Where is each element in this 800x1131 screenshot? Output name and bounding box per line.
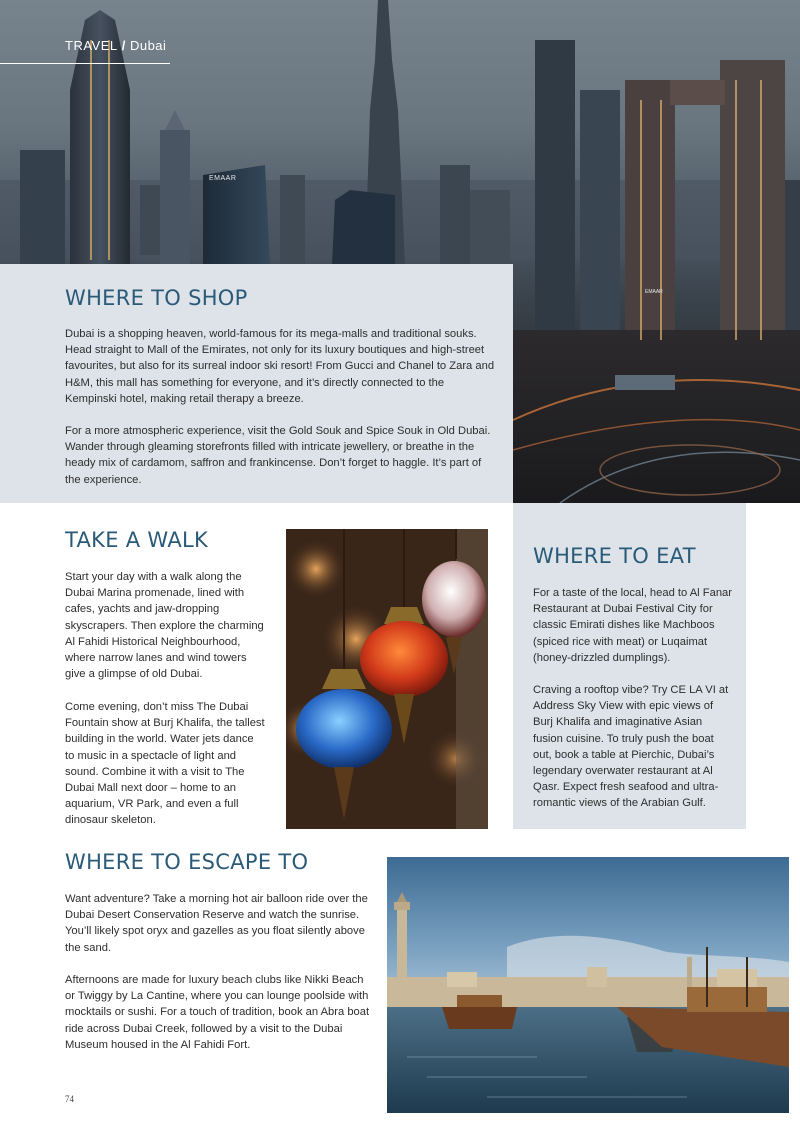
shop-paragraph-2: For a more atmospheric experience, visit the Gold Souk and Spice Souk in Old Dubai. Wander through gleaming storefronts filled with intricate jewellery, or breathe in the heady mix of cardamom, saffron and frankincense. Don’t forget to haggle. It’s part of the experience.: [65, 425, 491, 486]
lanterns-illustration: [286, 529, 488, 829]
escape-paragraph-2: Afternoons are made for luxury beach clubs like Nikki Beach or Twiggy by La Cantine, where you can lounge poolside with mocktails or sushi. For a touch of tradition, book an Abra boat ride across Dubai Creek, followed by a visit to the Dubai Museum housed in the Al Fahidi Fort.: [65, 974, 370, 1051]
hero-sign-emaar: EMAAR: [209, 175, 237, 182]
breadcrumb-subsection: Dubai: [129, 38, 167, 53]
eat-paragraph-1: For a taste of the local, head to Al Fanar Restaurant at Dubai Festival City for classic Emirati dishes like Machboos (spiced rice with meat) or Luqaimat (honey-drizzled dumplings).: [533, 587, 733, 664]
escape-paragraph-1: Want adventure? Take a morning hot air balloon ride over the Dubai Desert Conservation Reserve and watch the sunrise. You’ll likely spot oryx and gazelles as you float silently above the sand.: [65, 893, 368, 954]
escape-heading: WHERE TO ESCAPE TO: [65, 850, 309, 874]
shop-heading: WHERE TO SHOP: [65, 286, 248, 310]
walk-paragraph-2: Come evening, don’t miss The Dubai Fountain show at Burj Khalifa, the tallest building in the world. Water jets dance to music in a spectacle of light and sound. Combine it with a visit to The Dubai Mall next door – home to an aquarium, VR Park, and even a full dinosaur skeleton.: [65, 701, 265, 827]
creek-illustration: [387, 857, 789, 1113]
breadcrumb-section: TRAVEL: [65, 38, 118, 53]
lanterns-photo: [286, 529, 488, 829]
dubai-creek-photo: [387, 857, 789, 1113]
eat-paragraph-2: Craving a rooftop vibe? Try CE LA VI at Address Sky View with epic views of Burj Khalifa and imaginative Asian fusion cuisine. To truly push the boat out, book a table at Pierchic, Dubai’s legendary overwater restaurant at Al Qasr. Expect fresh seafood and ultra-romantic views of the Arabian Gulf.: [533, 684, 729, 810]
breadcrumb-underline: [0, 63, 170, 64]
section-breadcrumb: [65, 38, 166, 53]
walk-heading: TAKE A WALK: [65, 528, 209, 552]
breadcrumb-separator: /: [117, 38, 130, 53]
page-number: 74: [65, 1094, 74, 1104]
walk-paragraph-1: Start your day with a walk along the Dubai Marina promenade, lined with cafes, yachts and jaw-dropping skyscrapers. Then explore the charming Al Fahidi Historical Neighbourhood, where narrow lanes and wind towers give a glimpse of old Dubai.: [65, 571, 264, 681]
hero-sign-emaar-right: EMAAR: [645, 289, 663, 295]
eat-heading: WHERE TO EAT: [533, 544, 696, 568]
shop-paragraph-1: Dubai is a shopping heaven, world-famous for its mega-malls and traditional souks. Head straight to Mall of the Emirates, not only for its luxury boutiques and high-street favourites, but also for its surreal indoor ski resort! From Gucci and Chanel to Zara and H&M, this mall has something for everyone, and it’s directly connected to the Kempinski hotel, making retail therapy a breeze.: [65, 328, 495, 405]
